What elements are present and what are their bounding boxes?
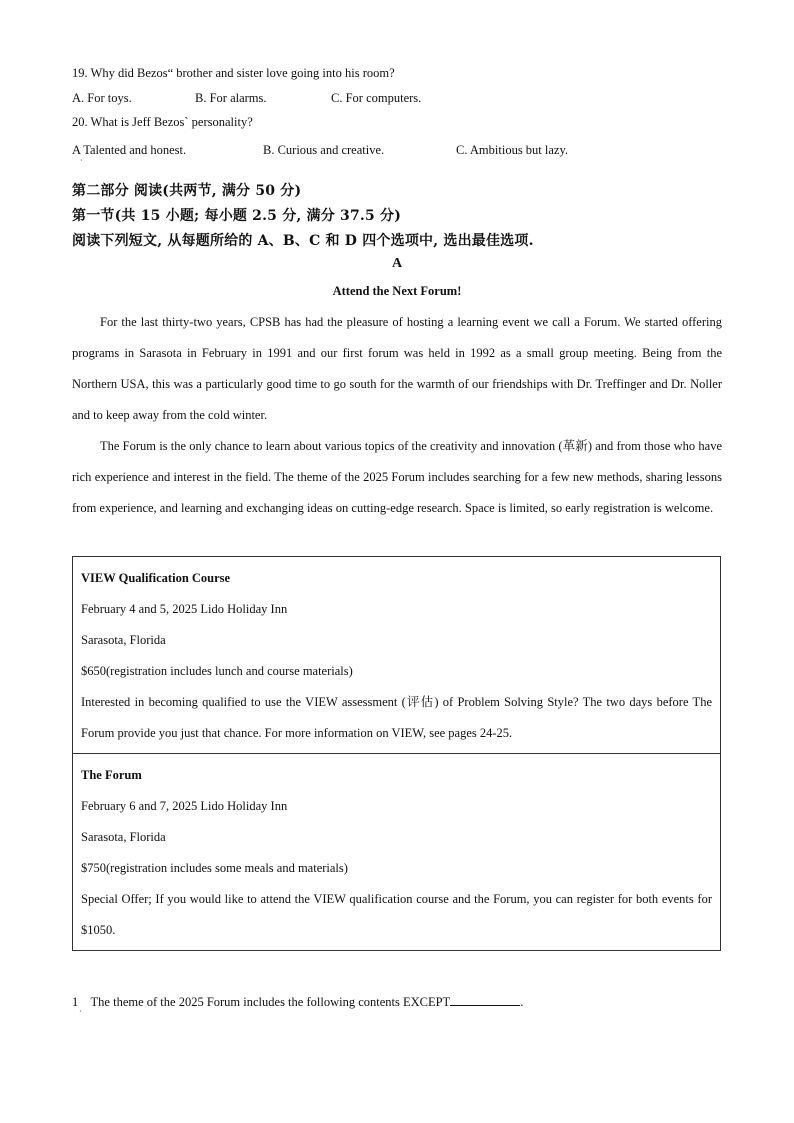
question-20-option-b: B. Curious and creative.: [263, 143, 385, 157]
view-course-price: $650(registration includes lunch and course materials): [81, 664, 353, 678]
dot-mark: ·: [79, 1007, 82, 1016]
passage-paragraph-1: For the last thirty-two years, CPSB has had the pleasure of hosting a learning event we call a Forum. We started offering programs in Sarasota in February in 1991 and our first forum was held in 1992 as a small group meeting. Being from the Northern USA, this was a particularly good time to go south for the warmth of our friendships with Dr. Treffinger and Dr. Noller and to keep away from the cold winter.: [72, 315, 722, 422]
passage-title: Attend the Next Forum!: [332, 284, 462, 298]
forum-date: February 6 and 7, 2025 Lido Holiday Inn: [81, 799, 288, 813]
section-subsection-heading: 第一节(共 15 小题; 每小题 2.5 分, 满分 37.5 分): [72, 208, 402, 224]
forum-description: Special Offer; If you would like to attend the VIEW qualification course and the Forum, you can register for both events for $1050.: [81, 892, 712, 937]
answer-blank: [450, 993, 520, 1006]
section-instruction: 阅读下列短文, 从每题所给的 A、B、C 和 D 四个选项中, 选出最佳选项.: [72, 233, 534, 249]
question-20-option-a: A Talented and honest.: [72, 143, 187, 157]
passage-letter: A: [391, 256, 403, 271]
question-19-option-a: A. For toys.: [72, 91, 132, 105]
dot-mark: ·: [80, 156, 83, 165]
view-course-description: Interested in becoming qualified to use the VIEW assessment (评估) of Problem Solving Style? The two days before The Forum provide you just that chance. For more information on VIEW, see pages 24-25.: [81, 695, 712, 740]
view-course-date: February 4 and 5, 2025 Lido Holiday Inn: [81, 602, 288, 616]
passage-body: [72, 307, 722, 524]
question-19-stem: 19. Why did Bezos“ brother and sister love going into his room?: [72, 66, 395, 80]
event-info-box: [72, 556, 721, 951]
forum-price: $750(registration includes some meals and materials): [81, 861, 348, 875]
forum-title: The Forum: [81, 768, 142, 782]
forum-section: [73, 753, 720, 950]
question-19-option-b: B. For alarms.: [195, 91, 267, 105]
forum-place: Sarasota, Florida: [81, 830, 166, 844]
question-1: 1 The theme of the 2025 Forum includes the following contents EXCEPT .: [72, 995, 524, 1009]
question-1-stem: The theme of the 2025 Forum includes the following contents EXCEPT: [90, 995, 451, 1009]
question-1-number: 1: [72, 995, 79, 1009]
question-19-option-c: C. For computers.: [331, 91, 422, 105]
question-20-option-c: C. Ambitious but lazy.: [456, 143, 569, 157]
question-20-stem: 20. What is Jeff Bezos` personality?: [72, 115, 253, 129]
view-course-title: VIEW Qualification Course: [81, 571, 231, 585]
view-course-place: Sarasota, Florida: [81, 633, 166, 647]
section-part-heading: 第二部分 阅读(共两节, 满分 50 分): [72, 183, 302, 199]
passage-paragraph-2: The Forum is the only chance to learn about various topics of the creativity and innovation (革新) and from those who have rich experience and interest in the field. The theme of the 2025 Forum includes searching for a few new methods, sharing lessons from experience, and learning and exchanging ideas on cutting-edge research. Space is limited, so early registration is welcome.: [72, 439, 722, 515]
view-course-section: [73, 557, 720, 753]
